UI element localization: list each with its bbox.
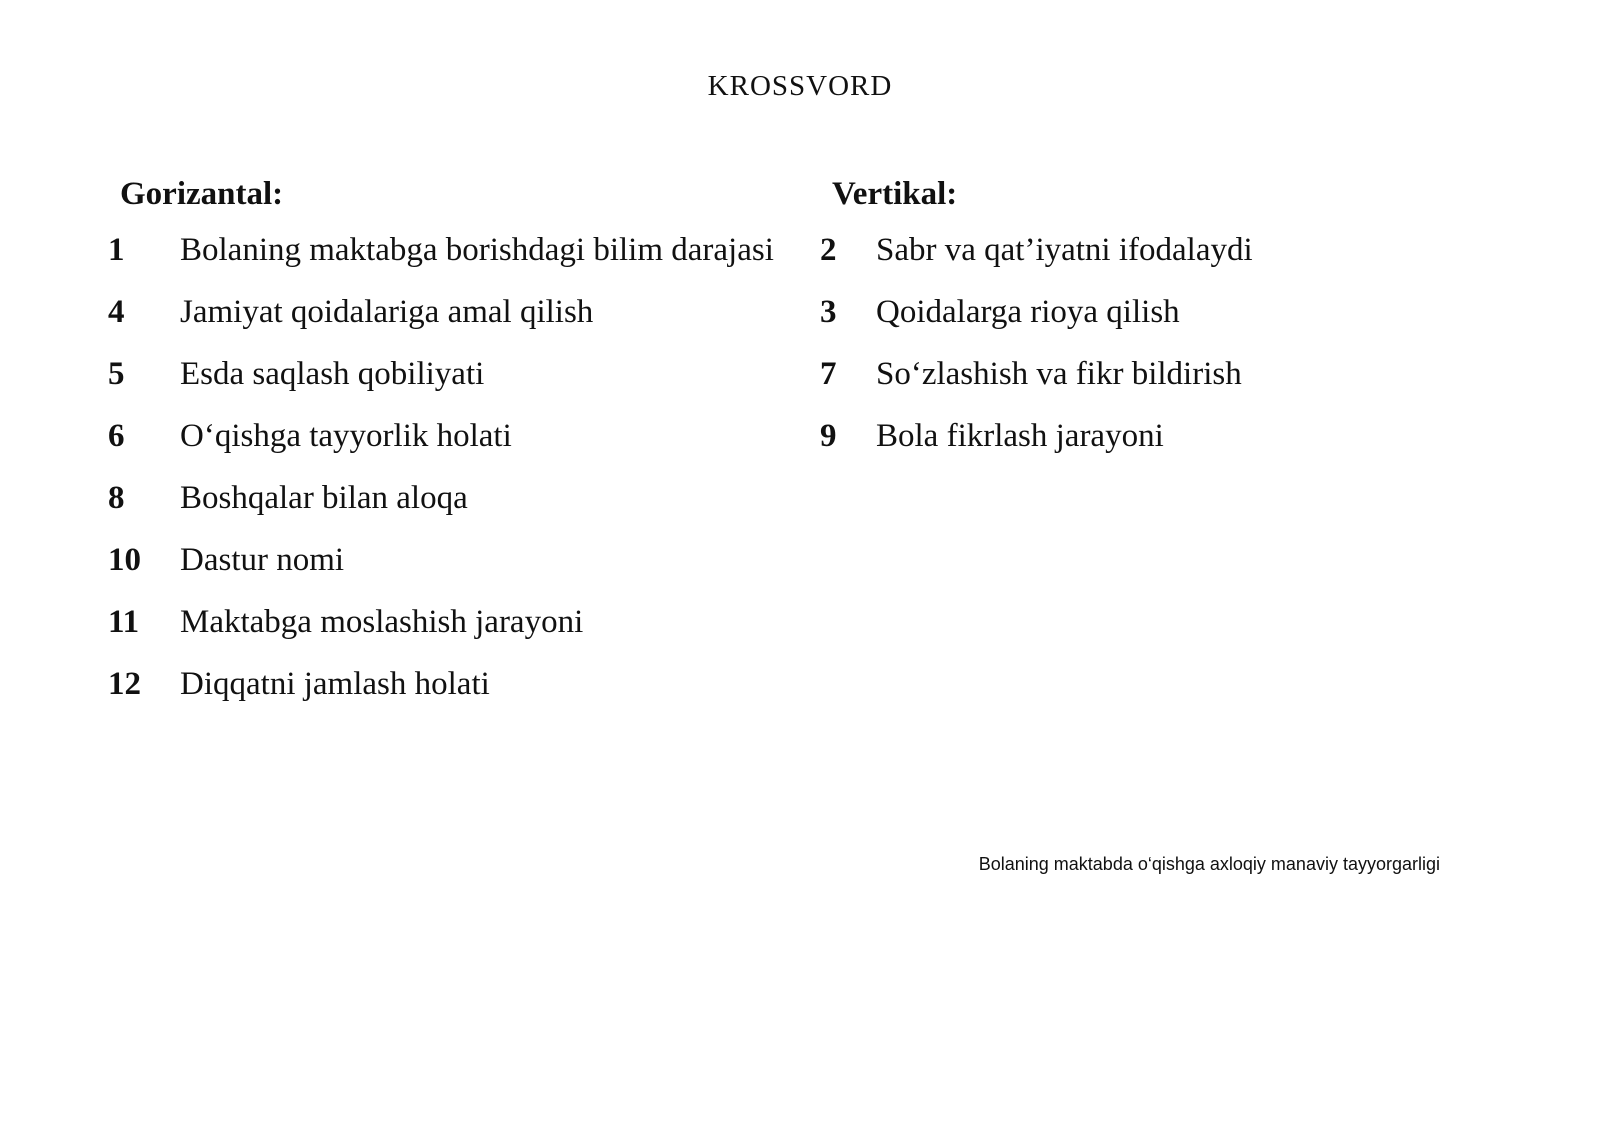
horizontal-clues-section xyxy=(108,172,808,724)
clue-text: Jamiyat qoidalariga amal qilish xyxy=(180,294,594,330)
clue-text: So‘zlashish va fikr bildirish xyxy=(876,356,1242,392)
clue-text: O‘qishga tayyorlik holati xyxy=(180,418,512,454)
clue-text: Dastur nomi xyxy=(180,542,345,578)
clue-item xyxy=(820,228,1520,290)
clue-item xyxy=(820,414,1520,476)
vertical-clues-section xyxy=(820,172,1520,476)
clue-item xyxy=(108,290,808,352)
clue-text: Boshqalar bilan aloqa xyxy=(180,480,468,516)
clue-number: 9 xyxy=(820,418,837,454)
clue-number: 7 xyxy=(820,356,837,392)
horizontal-clue-list xyxy=(108,228,808,724)
clue-item xyxy=(108,538,808,600)
clue-text: Esda saqlash qobiliyati xyxy=(180,356,485,392)
clue-number: 4 xyxy=(108,294,125,330)
clue-item xyxy=(108,600,808,662)
vertical-clue-list xyxy=(820,228,1520,476)
clue-text: Diqqatni jamlash holati xyxy=(180,666,490,702)
clue-text: Maktabga moslashish jarayoni xyxy=(180,604,584,640)
clue-number: 8 xyxy=(108,480,125,516)
clue-number: 2 xyxy=(820,232,837,268)
clue-item xyxy=(108,228,808,290)
clue-number: 5 xyxy=(108,356,125,392)
clue-number: 3 xyxy=(820,294,837,330)
clue-number: 11 xyxy=(108,604,140,640)
clue-item xyxy=(108,662,808,724)
clue-text: Bola fikrlash jarayoni xyxy=(876,418,1164,454)
clue-item xyxy=(820,352,1520,414)
clue-item xyxy=(108,476,808,538)
clue-number: 12 xyxy=(108,666,141,702)
vertical-heading: Vertikal: xyxy=(832,176,958,212)
clue-text: Bolaning maktabga borishdagi bilim darajasi xyxy=(180,232,774,268)
clue-text: Qoidalarga rioya qilish xyxy=(876,294,1180,330)
clue-text: Sabr va qat’iyatni ifodalaydi xyxy=(876,232,1253,268)
footer-caption: Bolaning maktabda o‘qishga axloqiy manaviy tayyorgarligi xyxy=(978,854,1440,874)
horizontal-heading: Gorizantal: xyxy=(120,176,284,212)
clue-item xyxy=(108,352,808,414)
clue-number: 6 xyxy=(108,418,125,454)
clue-item xyxy=(108,414,808,476)
document-title: KROSSVORD xyxy=(707,70,893,102)
clue-number: 1 xyxy=(108,232,125,268)
clue-number: 10 xyxy=(108,542,141,578)
clue-item xyxy=(820,290,1520,352)
